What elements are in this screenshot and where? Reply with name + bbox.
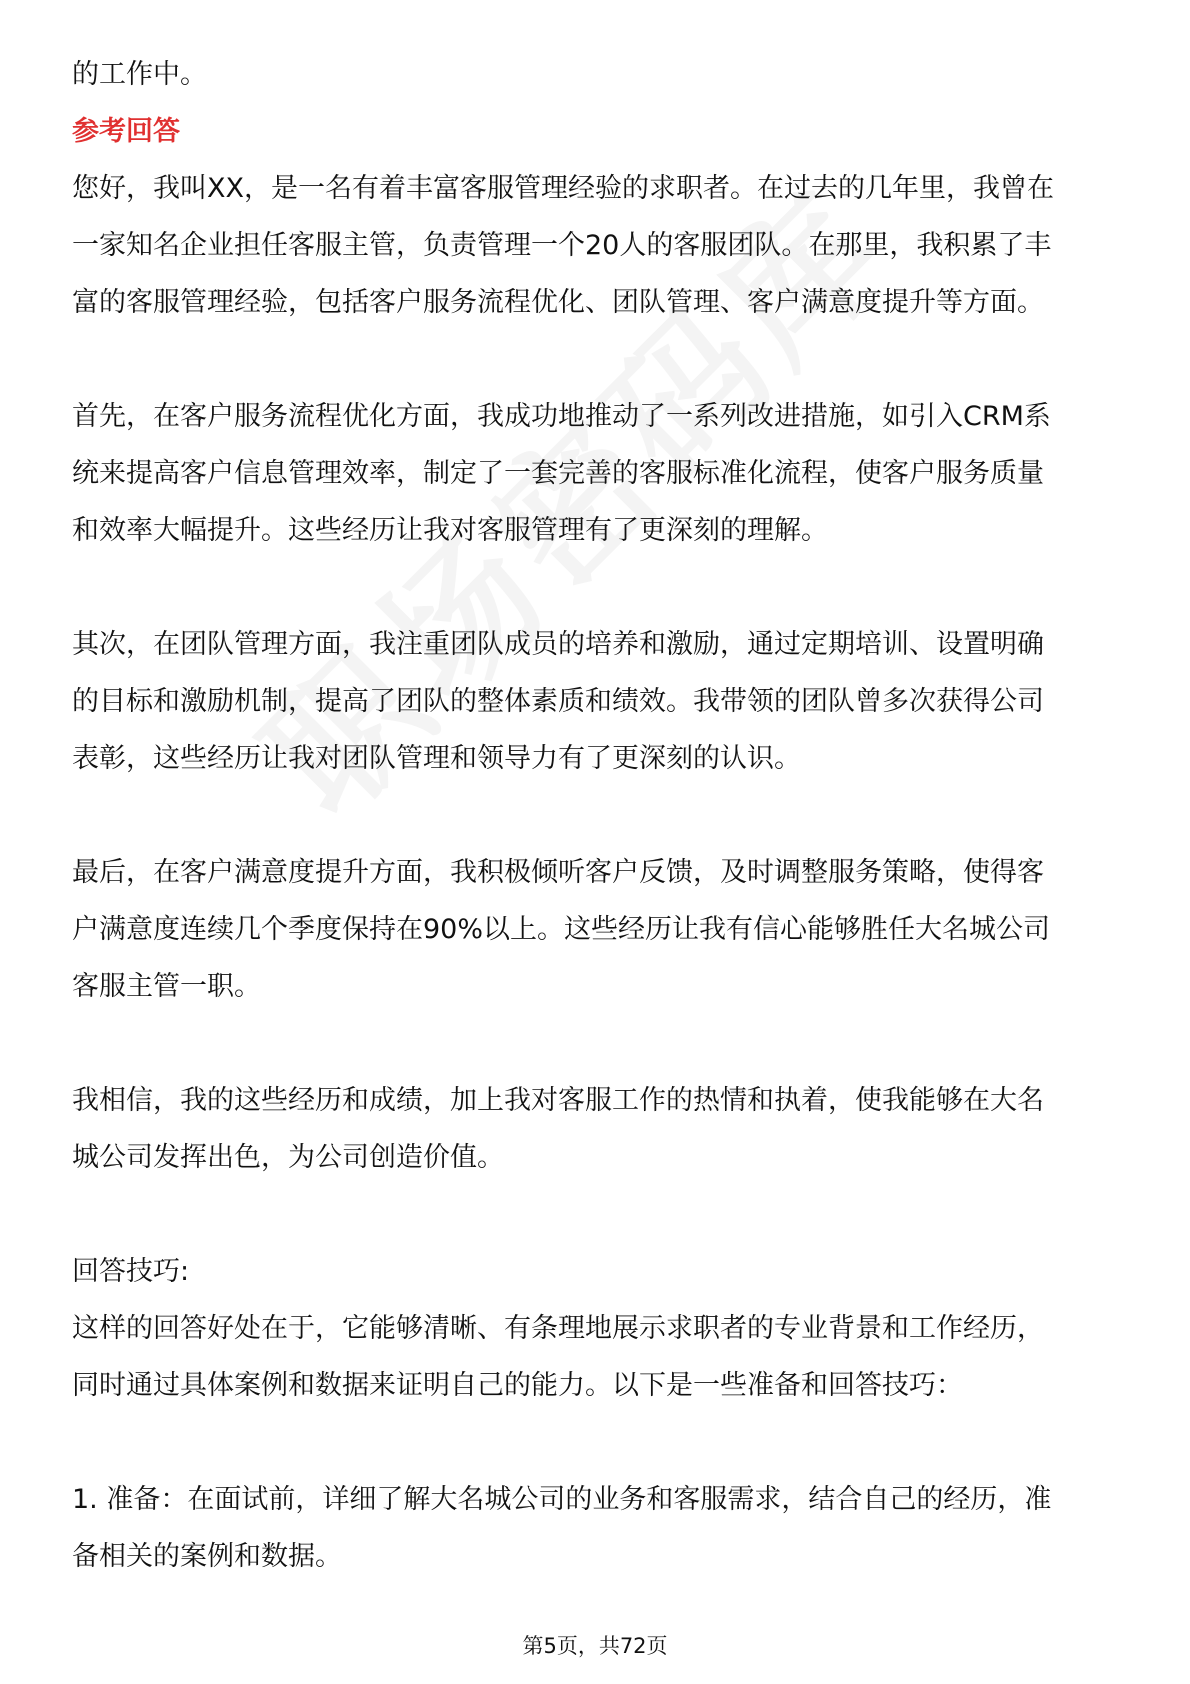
- text-line: 一家知名企业担任客服主管，负责管理一个20人的客服团队。在那里，我积累了丰: [72, 230, 1052, 261]
- paragraph-gap: [72, 559, 1132, 616]
- text-line: 客服主管一职。: [72, 971, 261, 1002]
- tips-title: 回答技巧:: [72, 1256, 190, 1287]
- page-number-footer: 第5页，共72页: [522, 1634, 668, 1658]
- paragraph-gap: [72, 1015, 1132, 1072]
- text-line: 统来提高客户信息管理效率，制定了一套完善的客服标准化流程，使客户服务质量: [72, 458, 1044, 489]
- list-item-line: 备相关的案例和数据。: [72, 1541, 342, 1572]
- page-content: [72, 46, 1132, 1585]
- list-item-line: 1. 准备：在面试前，详细了解大名城公司的业务和客服需求，结合自己的经历，准: [72, 1484, 1052, 1515]
- text-line: 这样的回答好处在于，它能够清晰、有条理地展示求职者的专业背景和工作经历，: [72, 1313, 1044, 1344]
- text-line: 的工作中。: [72, 59, 207, 90]
- section-heading: 参考回答: [72, 116, 180, 147]
- text-line: 同时通过具体案例和数据来证明自己的能力。以下是一些准备和回答技巧：: [72, 1370, 963, 1401]
- text-line: 富的客服管理经验，包括客户服务流程优化、团队管理、客户满意度提升等方面。: [72, 287, 1044, 318]
- text-line: 户满意度连续几个季度保持在90%以上。这些经历让我有信心能够胜任大名城公司: [72, 914, 1051, 945]
- text-line: 我相信，我的这些经历和成绩，加上我对客服工作的热情和执着，使我能够在大名: [72, 1085, 1044, 1116]
- paragraph-gap: [72, 331, 1132, 388]
- text-line: 城公司发挥出色，为公司创造价值。: [72, 1142, 504, 1173]
- text-line: 您好，我叫XX，是一名有着丰富客服管理经验的求职者。在过去的几年里，我曾在: [72, 173, 1054, 204]
- text-line: 表彰，这些经历让我对团队管理和领导力有了更深刻的认识。: [72, 743, 801, 774]
- paragraph-gap: [72, 787, 1132, 844]
- paragraph-gap: [72, 1414, 1132, 1471]
- text-line: 最后，在客户满意度提升方面，我积极倾听客户反馈，及时调整服务策略，使得客: [72, 857, 1044, 888]
- text-line: 首先，在客户服务流程优化方面，我成功地推动了一系列改进措施，如引入CRM系: [72, 401, 1051, 432]
- text-line: 的目标和激励机制，提高了团队的整体素质和绩效。我带领的团队曾多次获得公司: [72, 686, 1044, 717]
- paragraph-gap: [72, 1186, 1132, 1243]
- text-line: 和效率大幅提升。这些经历让我对客服管理有了更深刻的理解。: [72, 515, 828, 546]
- text-line: 其次，在团队管理方面，我注重团队成员的培养和激励，通过定期培训、设置明确: [72, 629, 1044, 660]
